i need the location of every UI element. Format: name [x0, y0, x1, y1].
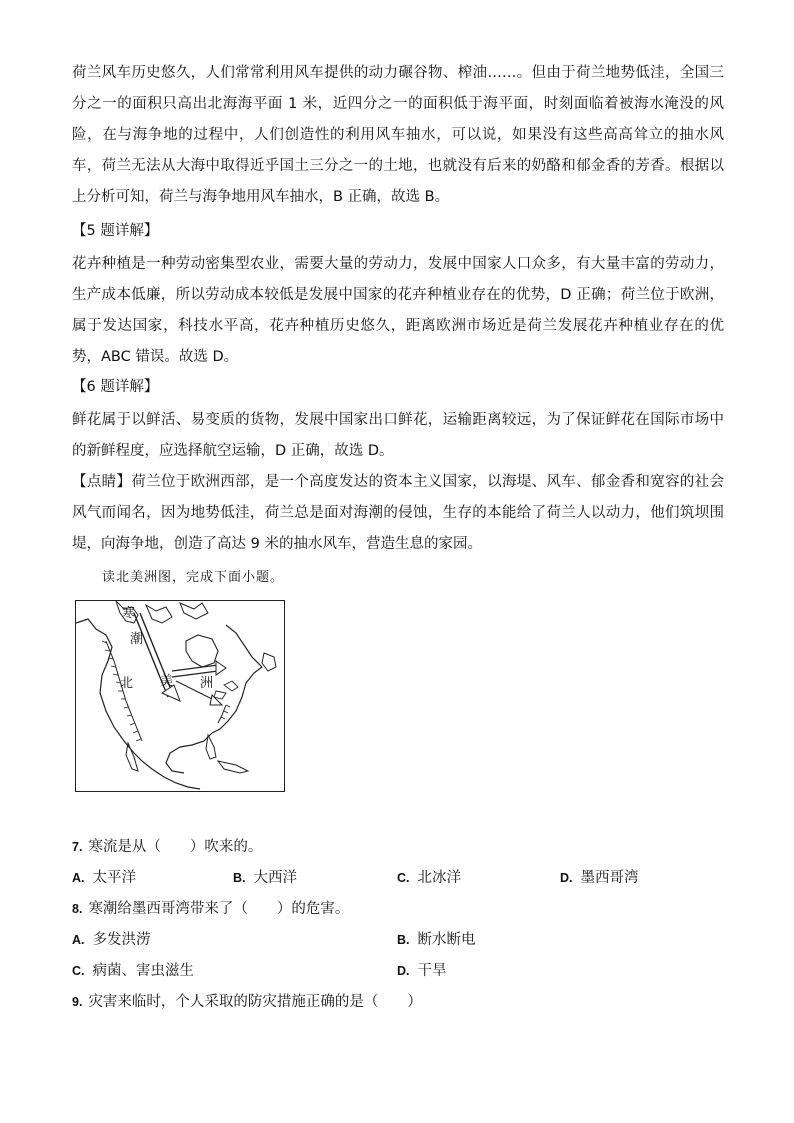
- question-8-option-d[interactable]: D. 干旱: [397, 963, 447, 979]
- map-label-mei: 美: [160, 674, 174, 689]
- question-7-option-a[interactable]: A. 太平洋: [72, 870, 136, 886]
- map-label-chao: 潮: [130, 632, 144, 647]
- question-9-number: 9.: [72, 995, 83, 1009]
- north-america-map: [75, 600, 285, 792]
- question-8-number: 8.: [72, 902, 83, 916]
- question-7-option-d[interactable]: D. 墨西哥湾: [560, 870, 639, 886]
- question-9-stem: 灾害来临时，个人采取的防灾措施正确的是（ ）: [88, 994, 422, 1010]
- question-8-stem: 寒潮给墨西哥湾带来了（ ）的危害。: [88, 901, 350, 917]
- question-7-number: 7.: [72, 840, 83, 854]
- question-7-option-b[interactable]: B. 大西洋: [233, 870, 297, 886]
- paragraph-q5-explanation: 花卉种植是一种劳动密集型农业，需要大量的劳动力，发展中国家人口众多，有大量丰富的劳动力，生产成本低廉，所以劳动成本较低是发展中国家的花卉种植业存在的优势，D 正确；荷兰位于欧洲，属于发达国家，科技水平高，花卉种植历史悠久，距离欧洲市场近是荷兰发展花卉种植业存在的优势，ABC 错误。故选 D。: [72, 256, 724, 365]
- heading-q5-detail: 【5 题详解】: [72, 223, 159, 239]
- question-7-stem: 寒流是从（ ）吹来的。: [88, 839, 263, 855]
- map-label-han: 寒: [122, 606, 136, 621]
- paragraph-tip: 【点睛】荷兰位于欧洲西部，是一个高度发达的资本主义国家，以海堤、风车、郁金香和宽容的社会风气而闻名，因为地势低洼，荷兰总是面对海潮的侵蚀，生存的本能给了荷兰人以动力，他们筑坝围堤，向海争地，创造了高达 9 米的抽水风车，营造生息的家园。: [72, 474, 724, 552]
- map-label-zhou: 洲: [200, 676, 214, 691]
- map-caption: 读北美洲图，完成下面小题。: [102, 570, 285, 585]
- question-8-option-a[interactable]: A. 多发洪涝: [72, 932, 151, 948]
- question-7: [72, 837, 262, 857]
- question-8: [72, 899, 349, 919]
- question-8-option-b[interactable]: B. 断水断电: [397, 932, 476, 948]
- paragraph-q6-explanation: 鲜花属于以鲜活、易变质的货物，发展中国家出口鲜花，运输距离较远，为了保证鲜花在国际市场中的新鲜程度，应选择航空运输，D 正确，故选 D。: [72, 412, 724, 459]
- heading-q6-detail: 【6 题详解】: [72, 379, 159, 395]
- question-7-option-c[interactable]: C. 北冰洋: [397, 870, 461, 886]
- paragraph-windmill-explanation: 荷兰风车历史悠久，人们常常利用风车提供的动力碾谷物、榨油……。但由于荷兰地势低洼，全国三分之一的面积只高出北海海平面 1 米，近四分之一的面积低于海平面，时刻面临着被海水淹没的风险，在与海争地的过程中，人们创造性的利用风车抽水，可以说，如果没有这些高高耸立的抽水风车，荷兰无法从大海中取得近乎国土三分之一的土地，也就没有后来的奶酪和郁金香的芳香。根据以上分析可知，荷兰与海争地用风车抽水，B 正确，故选 B。: [72, 65, 724, 205]
- question-9: [72, 992, 422, 1012]
- map-label-bei: 北: [120, 676, 134, 691]
- question-8-option-c[interactable]: C. 病菌、害虫滋生: [72, 963, 194, 979]
- north-america-map-graphic: [76, 601, 284, 791]
